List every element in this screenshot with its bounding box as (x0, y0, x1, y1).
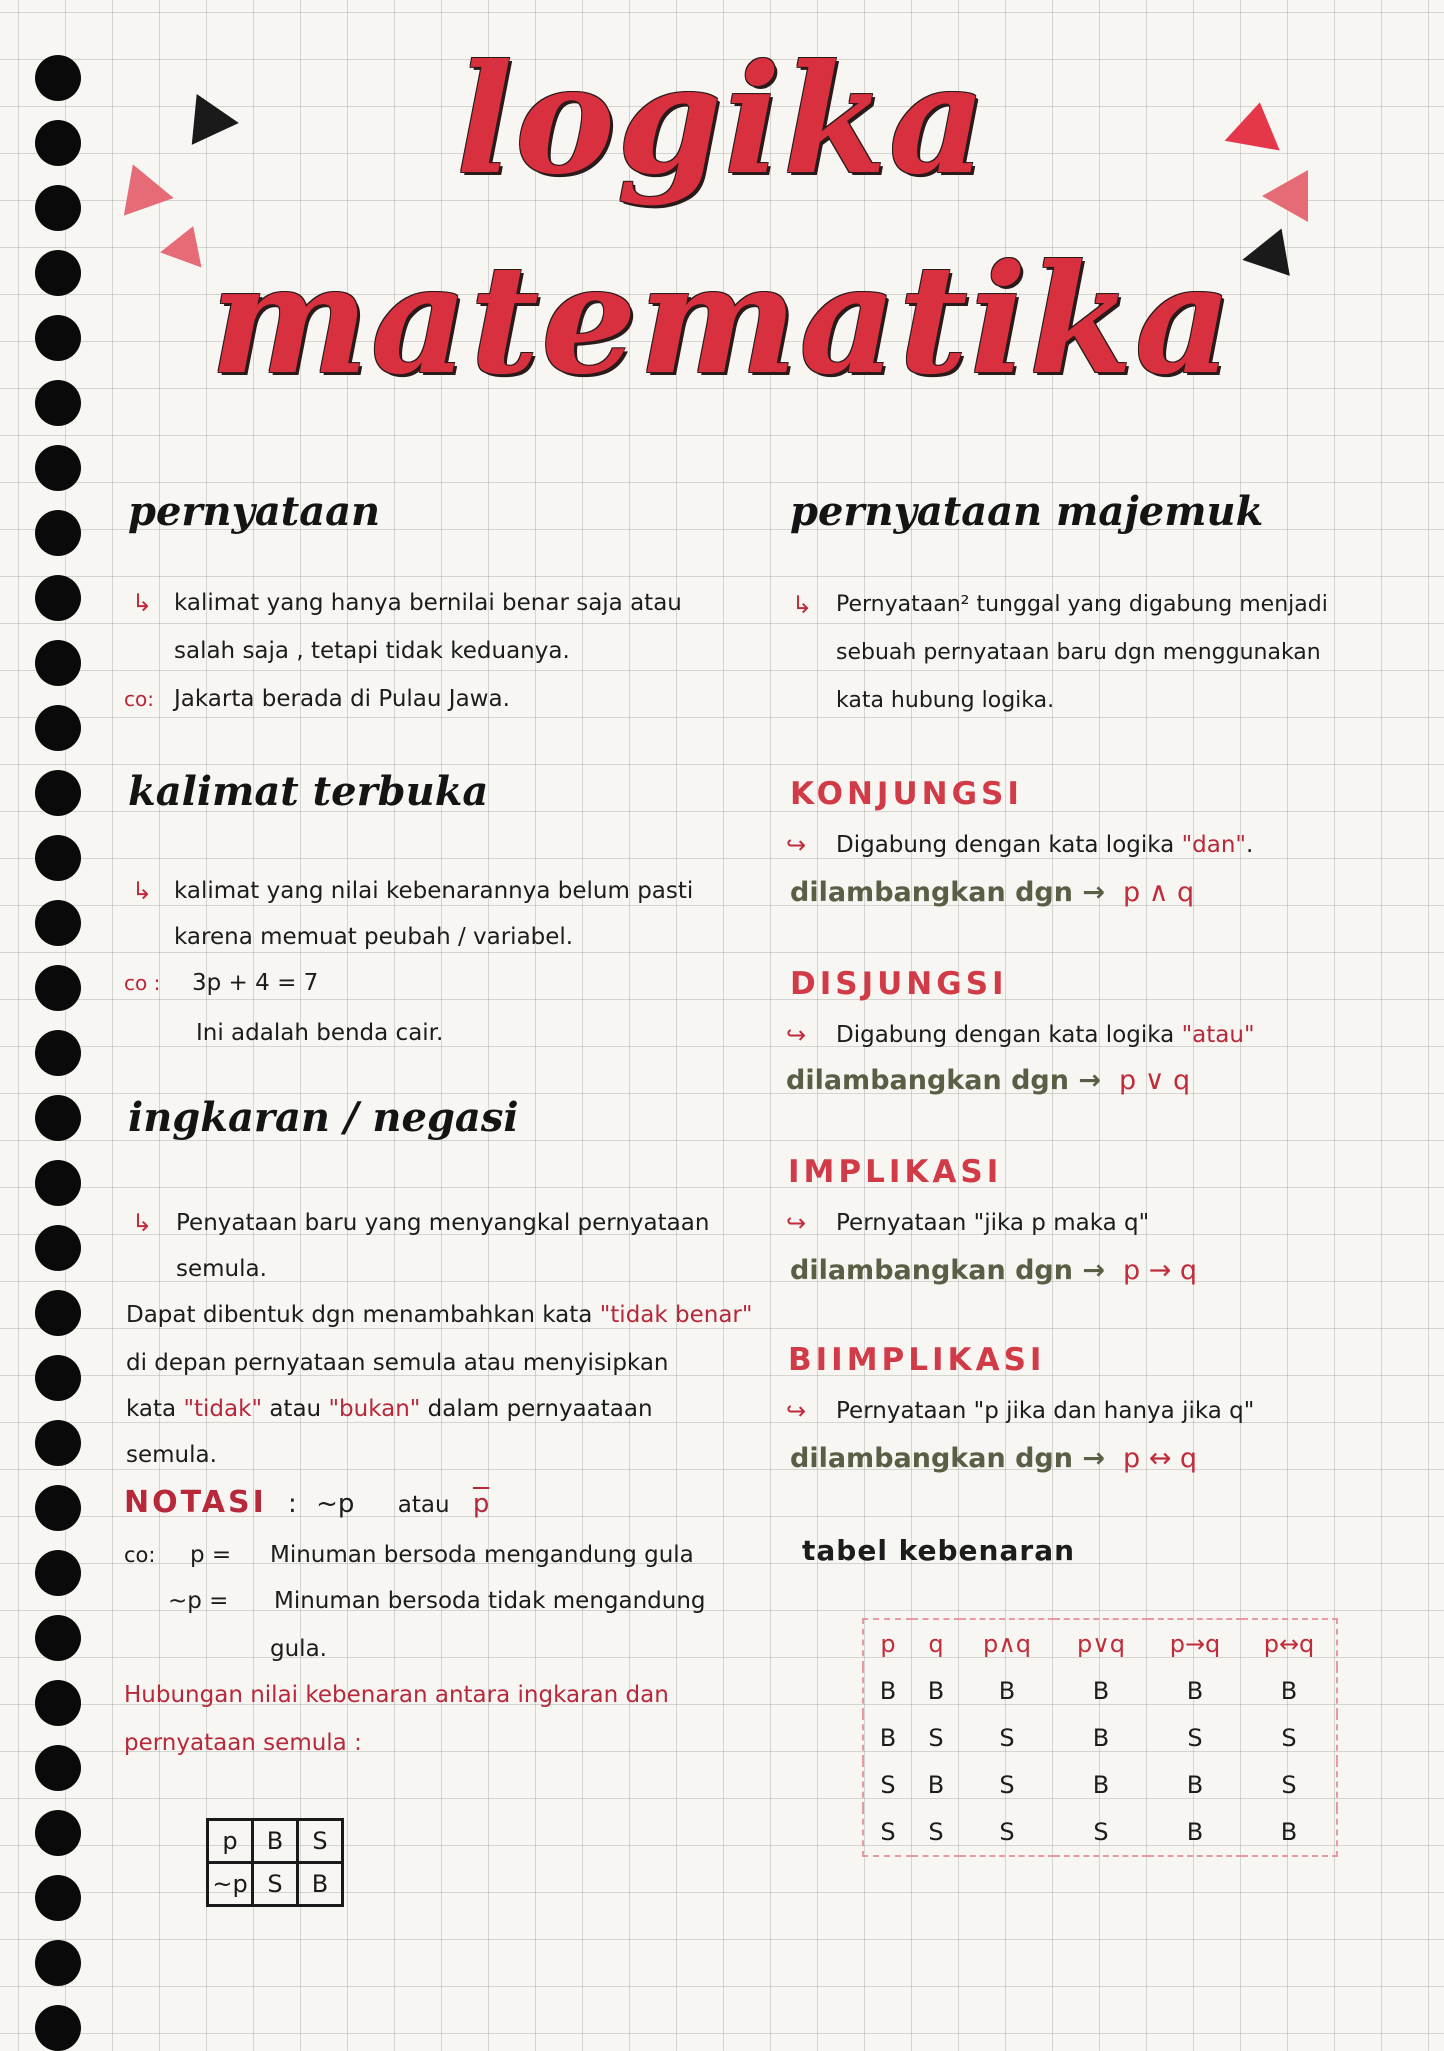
pernyataan-definition-line2: salah saja , tetapi tidak keduanya. (174, 638, 570, 664)
disjungsi-symbol: p ∨ q (1118, 1065, 1191, 1096)
truth-table-cell: B (879, 1676, 897, 1705)
bullet-arrow-icon: ↳ (132, 877, 153, 905)
example-p-label: p = (190, 1542, 232, 1568)
bullet-arrow-icon: ↳ (132, 1209, 153, 1237)
triangle-icon (1238, 229, 1290, 284)
binder-hole (35, 2005, 81, 2051)
heading-biimplikasi: BIIMPLIKASI (788, 1342, 1046, 1378)
truth-table-cell: B (1280, 1817, 1298, 1846)
kalimat-terbuka-definition-line2: karena memuat peubah / variabel. (174, 924, 574, 950)
binder-hole (35, 705, 81, 751)
truth-table-heading: tabel kebenaran (802, 1534, 1076, 1567)
truth-table-cell: B (1186, 1817, 1204, 1846)
binder-hole (35, 575, 81, 621)
negation-table (206, 1818, 344, 1907)
truth-table-cell: B (927, 1770, 945, 1799)
section-heading-kalimat-terbuka: kalimat terbuka (128, 768, 489, 815)
truth-table-cell: B (1092, 1770, 1110, 1799)
section-heading-pernyataan-majemuk: pernyataan majemuk (790, 488, 1264, 535)
binder-hole (35, 1420, 81, 1466)
triangle-icon (1262, 170, 1308, 222)
truth-table-cell: B (998, 1676, 1016, 1705)
truth-table-header-cell: p→q (1169, 1629, 1221, 1658)
example-p-text: Minuman bersoda mengandung gula (270, 1542, 694, 1568)
negation-table-cell: B (298, 1863, 343, 1906)
truth-table-header-cell: p∧q (982, 1629, 1032, 1658)
hubungan-line2: pernyataan semula : (124, 1730, 362, 1756)
binder-hole (35, 1550, 81, 1596)
truth-table-cell: S (1187, 1723, 1203, 1752)
negation-table-row (208, 1863, 343, 1906)
section-heading-pernyataan: pernyataan (128, 488, 381, 535)
negation-table-cell: B (253, 1820, 298, 1863)
example-label: co : (124, 971, 161, 995)
bullet-arrow-icon: ↳ (792, 591, 813, 619)
truth-table-cell: B (1186, 1770, 1204, 1799)
binder-hole (35, 1680, 81, 1726)
truth-table-cell: S (1281, 1770, 1297, 1799)
truth-table-row (863, 1761, 1337, 1808)
negation-table-cell: S (253, 1863, 298, 1906)
biimplikasi-symbol: p ↔ q (1122, 1443, 1198, 1474)
binder-hole (35, 510, 81, 556)
ingkaran-paragraph-line2: di depan pernyataan semula atau menyisipkan (126, 1350, 669, 1376)
binder-hole (35, 900, 81, 946)
disjungsi-description: Digabung dengan kata logika "atau" (836, 1022, 1255, 1048)
bullet-arrow-icon: ↪ (786, 1397, 807, 1425)
page-title-line1: logika (455, 32, 989, 208)
majemuk-definition-line1: Pernyataan² tunggal yang digabung menjadi (836, 592, 1328, 617)
ingkaran-paragraph-line1: Dapat dibentuk dgn menambahkan kata "tidak benar" (126, 1302, 753, 1328)
implikasi-description: Pernyataan "jika p maka q" (836, 1210, 1150, 1236)
truth-table-cell: S (999, 1723, 1015, 1752)
triangle-icon (1225, 97, 1288, 150)
binder-hole (35, 1940, 81, 1986)
example-negp-text-line1: Minuman bersoda tidak mengandung (274, 1588, 706, 1614)
notasi-line: NOTASI : ~p atau $\overline{p}$ (124, 1485, 490, 1520)
negation-bar-symbol: $\overline{p}$ (472, 1489, 490, 1519)
heading-implikasi: IMPLIKASI (788, 1154, 1003, 1190)
majemuk-definition-line2: sebuah pernyataan baru dgn menggunakan (836, 640, 1321, 665)
binder-hole (35, 1745, 81, 1791)
biimplikasi-symbol-line: dilambangkan dgn → p ↔ q (790, 1443, 1198, 1474)
binder-hole (35, 1160, 81, 1206)
konjungsi-symbol: p ∧ q (1122, 877, 1195, 908)
negation-table-cell: ~p (208, 1863, 253, 1906)
binder-hole (35, 965, 81, 1011)
truth-table-cell: S (880, 1817, 896, 1846)
pernyataan-example: Jakarta berada di Pulau Jawa. (174, 686, 510, 712)
bullet-arrow-icon: ↪ (786, 831, 807, 859)
example-label: co: (124, 687, 154, 711)
triangle-icon (124, 164, 178, 223)
konjungsi-symbol-line: dilambangkan dgn → p ∧ q (790, 877, 1195, 908)
ingkaran-definition-line1: Penyataan baru yang menyangkal pernyataan (176, 1210, 710, 1236)
truth-table-cell: B (879, 1723, 897, 1752)
truth-table-cell: S (999, 1770, 1015, 1799)
binder-hole (35, 1810, 81, 1856)
binder-hole (35, 1030, 81, 1076)
binder-hole (35, 1355, 81, 1401)
bullet-arrow-icon: ↪ (786, 1209, 807, 1237)
binder-hole (35, 1615, 81, 1661)
truth-table-header-row (863, 1619, 1337, 1667)
binder-hole (35, 770, 81, 816)
truth-table-cell: B (1280, 1676, 1298, 1705)
kalimat-terbuka-definition-line1: kalimat yang nilai kebenarannya belum pasti (174, 878, 694, 904)
implikasi-symbol-line: dilambangkan dgn → p → q (790, 1255, 1198, 1286)
example-label: co: (124, 1543, 156, 1567)
notasi-label: NOTASI (124, 1485, 267, 1520)
truth-table-cell: S (1281, 1723, 1297, 1752)
negation-table-cell: p (208, 1820, 253, 1863)
section-heading-ingkaran: ingkaran / negasi (128, 1094, 519, 1141)
truth-table-cell: B (927, 1676, 945, 1705)
disjungsi-symbol-line: dilambangkan dgn → p ∨ q (786, 1065, 1191, 1096)
truth-table-cell: B (1092, 1723, 1110, 1752)
kalimat-terbuka-example1: 3p + 4 = 7 (192, 970, 319, 996)
truth-table-cell: S (928, 1723, 944, 1752)
negation-table-row (208, 1820, 343, 1863)
truth-table-cell: B (1186, 1676, 1204, 1705)
example-negp-label: ~p = (168, 1588, 229, 1614)
truth-table-cell: S (880, 1770, 896, 1799)
majemuk-definition-line3: kata hubung logika. (836, 688, 1055, 713)
binder-hole (35, 835, 81, 881)
binder-hole (35, 640, 81, 686)
truth-table-row (863, 1808, 1337, 1856)
konjungsi-description: Digabung dengan kata logika "dan". (836, 832, 1254, 858)
implikasi-symbol: p → q (1122, 1255, 1198, 1286)
binder-hole (35, 1095, 81, 1141)
truth-table-cell: S (999, 1817, 1015, 1846)
binder-hole (35, 1225, 81, 1271)
pernyataan-definition-line1: kalimat yang hanya bernilai benar saja atau (174, 590, 682, 616)
bullet-arrow-icon: ↪ (786, 1021, 807, 1049)
ingkaran-paragraph-line3: kata "tidak" atau "bukan" dalam pernyaataan (126, 1396, 653, 1422)
truth-table-cell: B (1092, 1676, 1110, 1705)
heading-konjungsi: KONJUNGSI (790, 776, 1023, 812)
ingkaran-definition-line2: semula. (176, 1256, 267, 1282)
page-title-line2: matematika (210, 232, 1234, 408)
truth-table-cell: S (1093, 1817, 1109, 1846)
bullet-arrow-icon: ↳ (132, 589, 153, 617)
binder-hole (35, 1875, 81, 1921)
truth-table-row (863, 1667, 1337, 1714)
hubungan-line1: Hubungan nilai kebenaran antara ingkaran dan (124, 1682, 669, 1708)
negation-table-cell: S (298, 1820, 343, 1863)
heading-disjungsi: DISJUNGSI (790, 966, 1008, 1002)
truth-table-header-cell: p∨q (1076, 1629, 1126, 1658)
truth-table-header-cell: q (928, 1629, 944, 1658)
truth-table (862, 1618, 1338, 1857)
truth-table-cell: S (928, 1817, 944, 1846)
binder-hole (35, 1290, 81, 1336)
binder-hole (35, 1485, 81, 1531)
biimplikasi-description: Pernyataan "p jika dan hanya jika q" (836, 1398, 1255, 1424)
example-negp-text-line2: gula. (270, 1636, 327, 1662)
truth-table-row (863, 1714, 1337, 1761)
kalimat-terbuka-example2: Ini adalah benda cair. (196, 1020, 444, 1046)
ingkaran-paragraph-line4: semula. (126, 1442, 217, 1468)
binder-hole (35, 445, 81, 491)
truth-table-header-cell: p↔q (1263, 1629, 1315, 1658)
truth-table-header-cell: p (880, 1629, 896, 1658)
